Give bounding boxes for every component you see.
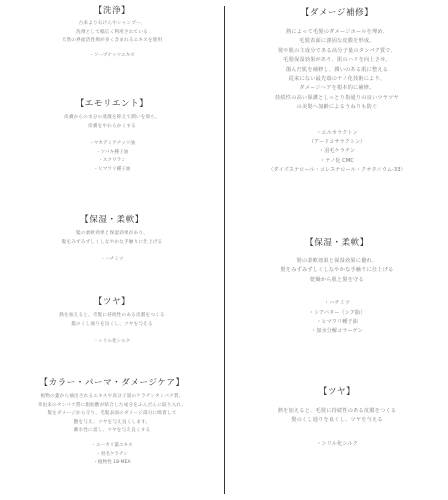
description-line: 髪の柔軟効果と保湿効果に優れ、 xyxy=(296,258,378,264)
ingredient-item: ・加水分解コラーゲン xyxy=(311,328,363,335)
description-line: 髪をダメージから守り、毛髪表面のダメージ部分に吸着して xyxy=(47,411,177,417)
description-line: 熱を加えると、毛髪に持続性のある皮膜をつくる xyxy=(277,408,397,414)
section-emollient xyxy=(0,97,224,175)
description-line: ダメージヘアを根本的に補修。 xyxy=(299,85,375,92)
ingredient-item: ・ソープナッツエキス xyxy=(89,52,135,58)
description-line: 髪をみずみずしくしなやかな手触りに仕上げる xyxy=(61,239,163,245)
description-line: 髪や肌の主成分である高分子量のタンパク質で、 xyxy=(277,47,397,54)
section-title: 【保湿・柔軟】 xyxy=(305,238,369,248)
section-title: 【洗浄】 xyxy=(93,6,131,16)
section-title: 【カラー・パーマ・ダメージケア】 xyxy=(39,378,185,388)
section-description xyxy=(0,393,224,436)
ingredient-item: （アードコサラクトン） xyxy=(308,139,366,146)
section-description xyxy=(226,257,448,285)
section-title: 【エモリエント】 xyxy=(75,99,149,109)
description-line: 熱によって毛髪のダメージホールを埋め、 xyxy=(286,29,388,35)
ingredient-item: ・ヒマワリ種子油 xyxy=(93,166,131,172)
ingredient-item: ・ツバキ種子油 xyxy=(95,149,129,155)
ingredient-list xyxy=(0,338,224,347)
section-gloss xyxy=(0,295,224,347)
ingredient-list xyxy=(226,299,448,337)
description-line: 蓄水性に富し、ツヤを与え良くする xyxy=(73,428,151,434)
description-line: 皮膚からの水分の蒸散を抑えて潤いを保ち、 xyxy=(64,115,160,120)
ingredient-list xyxy=(0,52,224,61)
description-line: 乾燥から肌と髪を守る xyxy=(310,276,364,283)
ingredient-list xyxy=(0,140,224,174)
section-damage-care xyxy=(0,376,224,468)
description-line: 傷んだ肌を補修し、潤いのある肌に整える xyxy=(285,66,389,73)
ingredient-item: ・スクワラン xyxy=(98,158,126,164)
section-description xyxy=(226,28,448,113)
ingredient-item: ・ハチミツ xyxy=(324,300,350,307)
ingredient-list xyxy=(226,129,448,176)
description-line: 髪をみずみずしくしなやかな手触りに仕上げる xyxy=(280,267,394,274)
section-title: 【ツヤ】 xyxy=(93,297,131,307)
ingredient-list xyxy=(0,256,224,265)
description-line: の美髪へ加齢によるうねりも防ぐ xyxy=(296,104,378,111)
section-title: 【ツヤ】 xyxy=(318,387,356,397)
ingredient-item: ・羽毛ケラチン xyxy=(318,148,356,155)
description-line: 皮膚をやわらかくする xyxy=(88,123,136,129)
section-description xyxy=(0,20,224,46)
description-line: 髪のくし通りを良くし、ツヤを与える xyxy=(291,417,383,424)
ingredient-item: ・ナノ化 CMC xyxy=(320,157,354,164)
ingredient-item: （ダイズステロール・コレステロール・クオタニウム-33） xyxy=(268,167,406,174)
description-line: 毛髪表面に強固な皮膜を形成。 xyxy=(299,38,375,45)
section-description xyxy=(0,114,224,131)
ingredient-item: ・シリル化シルク xyxy=(316,440,358,447)
ingredient-item: ・ヒマワリ種子油 xyxy=(316,319,358,326)
description-line: 古来より石けんやシャンプー、 xyxy=(78,21,146,26)
description-line: 天然の界面活性剤が多く含まれるエキスを使用 xyxy=(61,38,163,44)
section-cleansing xyxy=(0,4,224,60)
section-description xyxy=(0,312,224,329)
description-line: 米由来のタンパク質に脂肪酸が結合した成分をふんだんに取り入れ、 xyxy=(37,402,187,408)
ingredient-item: ・エルカラクトン xyxy=(316,129,358,136)
section-title: 【ダメージ補修】 xyxy=(300,8,374,18)
column-divider xyxy=(224,6,225,494)
description-line: 毛髪保湿効果があり、肌のハリを向上させ、 xyxy=(283,57,391,64)
description-line: 艶を与え、ツヤを与え良くします。 xyxy=(73,419,151,425)
section-gloss-right xyxy=(226,385,448,449)
section-description xyxy=(226,407,448,426)
ingredient-list xyxy=(226,440,448,449)
description-line: 従来にない最先端のナノ化技術により、 xyxy=(288,76,386,83)
section-moisture-softness xyxy=(0,213,224,265)
ingredient-list xyxy=(0,442,224,468)
ingredient-item: ・シリル化シルク xyxy=(93,339,131,345)
description-line: 持続性の高い保護としっとり指通りの良いツヤツヤ xyxy=(275,94,399,101)
section-damage-repair xyxy=(226,6,448,176)
section-description xyxy=(0,230,224,247)
description-line: 洗剤として幅広く利用されている xyxy=(76,29,148,35)
ingredient-item: ・ユーカリ葉エキス xyxy=(91,442,133,448)
description-line: 髪の柔軟効果と保湿効果があり、 xyxy=(76,231,148,236)
description-line: 熱を加えると、毛髪に持続性のある皮膜をつくる xyxy=(59,313,165,318)
ingredient-item: ・羽毛ケラチン xyxy=(96,451,128,457)
ingredient-item: ・シアバター（シア脂） xyxy=(308,309,366,316)
ingredient-item: ・ハチミツ xyxy=(100,257,124,263)
description-line: 植物の葉から抽出されるエキスや高分子量のケラチンタンパク質、 xyxy=(40,394,184,399)
section-title: 【保湿・柔軟】 xyxy=(80,215,144,225)
description-line: 髪のくし通りを良くし、ツヤを与える xyxy=(71,321,153,327)
section-moisture-softness-right xyxy=(226,236,448,337)
ingredient-item: ・植物性 18-MEA xyxy=(93,460,131,466)
ingredient-item: ・マカデミアナッツ油 xyxy=(89,141,135,147)
